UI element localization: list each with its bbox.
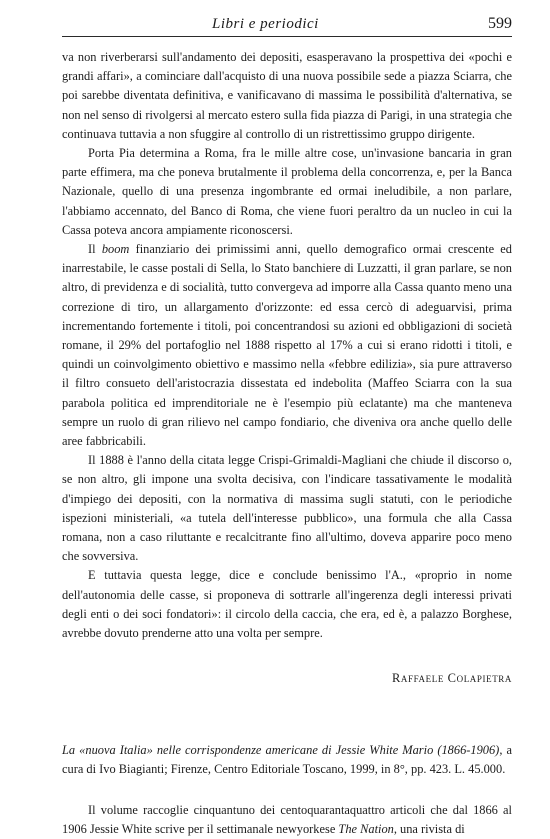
- boom-emphasis: boom: [101, 242, 130, 257]
- paragraph-4: Il 1888 è l'anno della citata legge Crispi-Grimaldi-Magliani che chiude il discorso o, se non altro, gli impone una svolta decisiva, con l'indicare tassativamente le modalità d'impiego dei depositi, con la normativa di massima sugli statuti, con le periodiche ispezioni ministeriali, «a tutela dell'interesse pubblico», una formula che alla Cassa romana, non a caso riluttante e recalcitrante fino all'ultimo, doveva apparire poco meno che sovversiva.: [62, 453, 512, 564]
- page-number: 599: [488, 15, 512, 32]
- journal-name: The Nation: [338, 822, 394, 837]
- paragraph-3-body: finanziario dei primissimi anni, quello demografico ormai crescente ed inarrestabile, le casse postali di Sella, lo Stato banchiere di Luzzatti, il gran parlare, se non altro, di previdenza e di socialità, tutto convergeva ad imporre alla Cassa quanto meno una correzione di tiro, un allargamento d'orizzonte: ed essa cercò di adeguarvisi, prima incrementando fortemente i titoli, poi concentrandosi su azioni ed obbligazioni di società romane, il 29% del portafoglio nel 1888 rispetto al 17% a cui si erano ridotti i titoli, e quindi un coinvolgimento obiettivo e massimo nella «febbre: [62, 242, 512, 372]
- paragraph-5: E tuttavia questa legge, dice e conclude benissimo l'A., «proprio in nome dell'autonomia delle casse, si proponeva di sottrarle all'ingerenza degli interessi privati degli enti o dei soci fondatori»: il circolo della caccia, che era, ed è, a palazzo Borghese, avrebbe dovuto prenderne atto una volta per sempre.: [62, 568, 512, 641]
- text-column: [62, 48, 512, 839]
- review-body-end: , una rivista di: [393, 822, 465, 837]
- author-signature: Raffaele Colapietra: [391, 671, 512, 686]
- paragraph-3-continuation: edilizia», sia pure attraverso il filtro consueto dell'aristocrazia dissestata ed indebolita (Maffeo Sciarra con la sua parabola politica ed imprenditoriale ne è l'esempio più eclatante) ma che manteneva sempre un ruolo di gran rilievo nel campo fondiario, che diveniva ora anche quello delle aree fabbricabili.: [62, 357, 512, 449]
- paragraph-3-prefix: Il: [88, 242, 102, 257]
- running-header: [62, 14, 512, 37]
- running-head-title: Libri e periodici: [212, 16, 319, 32]
- review-body: [62, 801, 512, 839]
- review-body-start: Il volume raccoglie cinquantuno dei centoquarantaquattro articoli che dal 1866 al 1906 Jessie White scrive per il settimanale newyorkese: [62, 802, 512, 837]
- review-heading: [62, 741, 512, 779]
- paragraph-1: va non riverberarsi sull'andamento dei depositi, esasperavano la prospettiva dei «pochi e grandi affari», a cominciare dall'acquisto di una nuova possibile sede a piazza Sciarra, che poi sarebbe diventata definitiva, e vanificavano di massima le possibilità d'alternativa, se non nel senso di rivolgersi al mercato estero sulla fida piazza di Parigi, in una strategia che continuava tuttavia a non sfuggire al controllo di un ristrettissimo gruppo dirigente.: [62, 50, 512, 141]
- paragraph-2: Porta Pia determina a Roma, fra le mille altre cose, un'invasione bancaria in gran parte effimera, ma che poneva brutalmente il problema della concorrenza, e, per la Banca Nazionale, quello di una presenza ingombrante ed ormai ineludibile, a non parlare, l'abbiamo accennato, del Banco di Roma, che viene fuori peraltro da un nucleo in cui la Cassa poteva ancora ampiamente riconoscersi.: [62, 146, 512, 237]
- paragraph-3: [62, 240, 512, 451]
- review-title: La «nuova Italia» nelle corrispondenze americane di Jessie White Mario (1866-1906): [62, 742, 500, 757]
- review-bibliography: , a cura di Ivo Biagianti; Firenze, Centro Editoriale Toscano, 1999, in 8°, pp. 423. L. 45.000.: [62, 742, 512, 776]
